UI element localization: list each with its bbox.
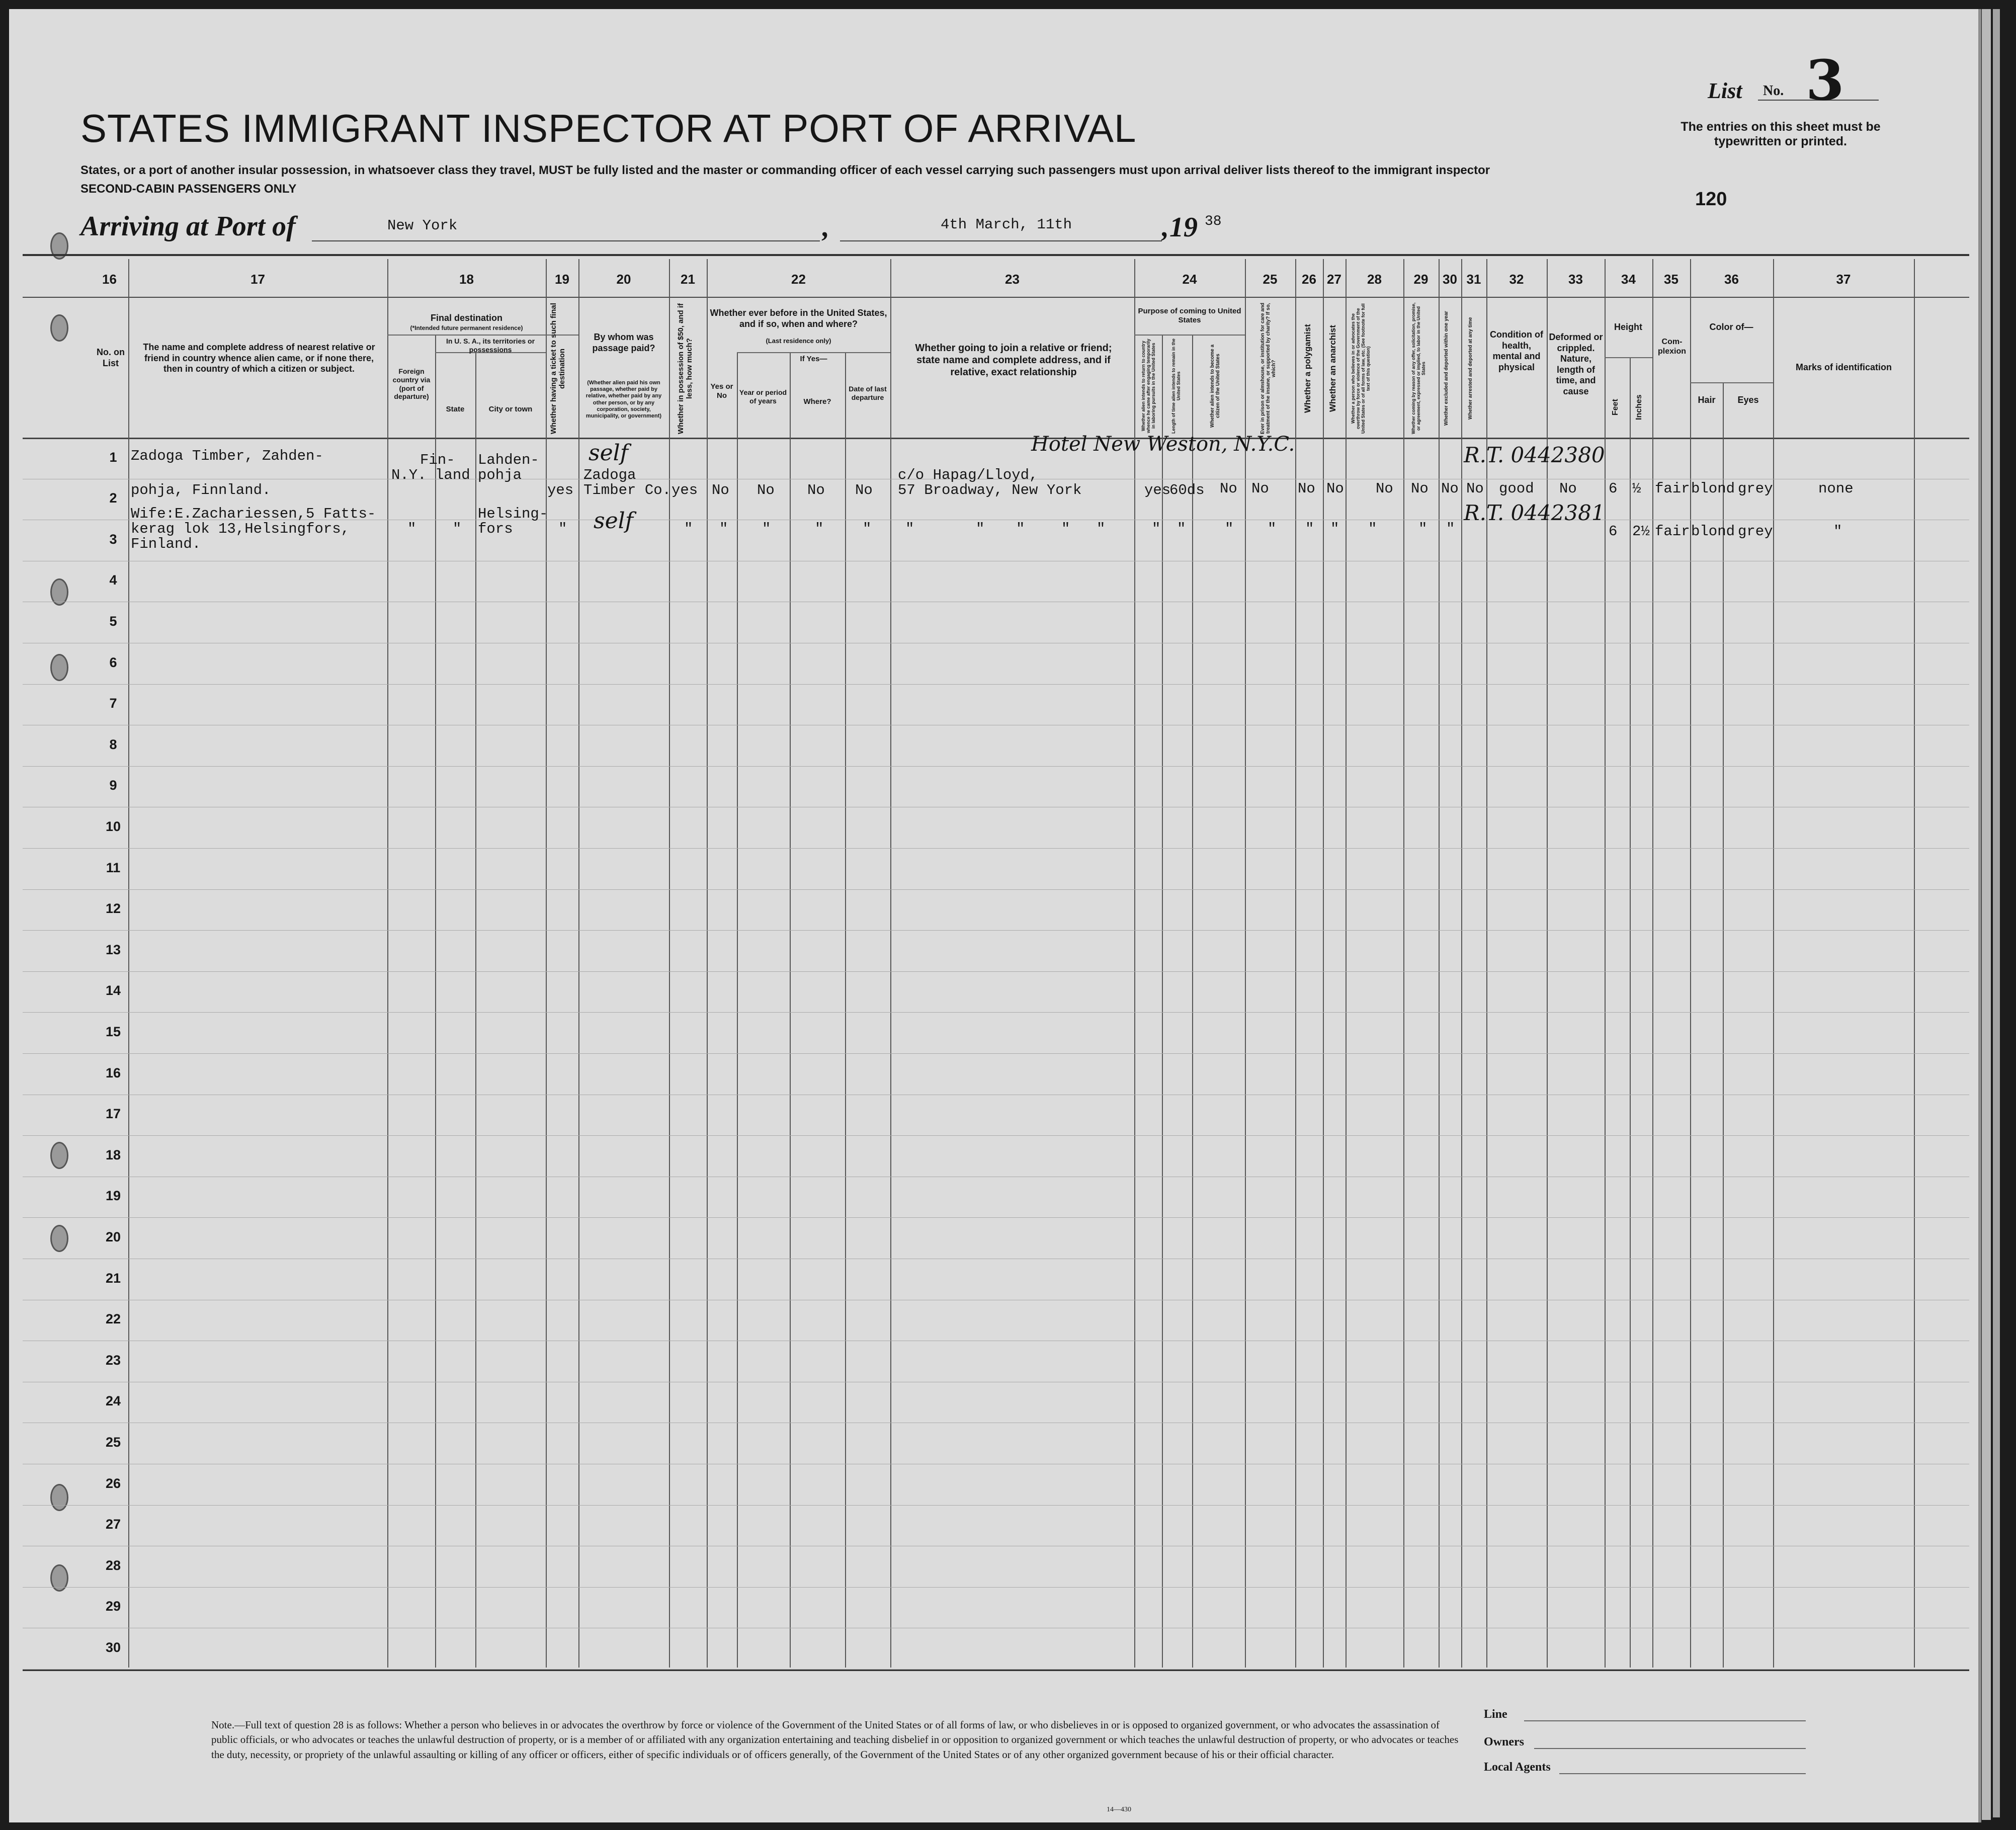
hdr-color-of: Color of— [1709,322,1753,332]
row2-join-ditto-3: " [1016,521,1025,537]
row2-relative-2: kerag lok 13,Helsingfors, [131,521,350,537]
colnum-17: 17 [250,272,265,287]
hdr-deformed: Deformed or crippled. Nature, length of time, and cause [1549,332,1603,396]
row2-purpose-ditto: " [1152,521,1161,537]
hdr-final-destination: Final destination [430,313,502,323]
header-bottom-rule [23,438,1969,439]
row1-join-handwritten: Hotel New Weston, N.Y.C. [1031,433,1295,456]
row-number: 8 [109,736,117,752]
col-line [128,259,129,1668]
col-line [890,259,891,1668]
list-no-label: No. [1763,83,1784,99]
instructions: States, or a port of another insular possession, in whatsoever class they travel, MUST be fully listed and the master or commanding officer of each vessel carrying such passengers must upon arrival deliver lists thereof to the immigrant inspector [80,163,1490,177]
subhdr-rule [737,352,890,353]
colnum-30: 30 [1443,272,1457,287]
colnum-rule [23,297,1969,298]
binder-hole-icon [50,654,68,681]
hdr-q28: Whether a person who believes in or advocates the overthrow by force or violence of the Government of the United States or of all forms of law, etc. (See footnote for full text of this question) [1351,303,1371,434]
col-line [1192,335,1193,1668]
row2-years-ditto: " [762,521,771,537]
row-number: 1 [109,449,117,465]
row-number: 28 [105,1557,121,1573]
row-number: 25 [105,1435,121,1450]
colnum-21: 21 [681,272,695,287]
row1-length: 60ds [1169,482,1205,498]
sheet-number: 120 [1695,189,1727,210]
row2-ever-ditto: " [719,521,728,537]
row-number: 6 [109,654,117,670]
col-line [669,259,670,1668]
hdr-foreign-country: Foreign country via (port of departure) [392,367,431,401]
row2-feet: 6 [1609,523,1618,540]
colnum-18: 18 [459,272,474,287]
row-number: 18 [105,1147,121,1162]
col-line [578,259,579,1668]
hdr-by-whom-sub: (Whether alien paid his own passage, whether paid by relative, whether paid by any other person, or by any corporation, society, municipality, or government) [585,380,662,419]
row-number: 15 [105,1024,121,1039]
colnum-32: 32 [1509,272,1524,287]
row-number: 3 [109,531,117,547]
row2-q29-ditto: " [1418,521,1427,537]
row1-purpose: yes [1144,482,1171,498]
row-number: 26 [105,1475,121,1491]
col-line [1245,259,1246,1668]
row1-join-1: c/o Hapag/Lloyd, [898,467,1038,483]
colnum-27: 27 [1327,272,1341,287]
row-number: 27 [105,1517,121,1532]
arriving-label: Arriving at Port of [80,211,296,242]
comma: , [822,212,829,243]
col-line [387,259,388,1668]
row-number: 19 [105,1188,121,1204]
row2-q30-ditto: " [1446,521,1455,537]
row2-complexion: fair [1655,523,1690,540]
row1-where: No [807,482,825,498]
row-number: 5 [109,614,117,629]
date-underline [840,240,1162,241]
footnote: Note.—Full text of question 28 is as follows: Whether a person who believes in or advocates the overthrow by force or violence of the Government of the United States or of all forms of law, or who disbelieves in or is opposed to organized government, or who advocates the assassination of public officials, or who advocates or teaches the unlawful destruction of property, or is a member of or affiliated with any organization entertaining and teaching disbelief in or opposition to organized government or which teaches the unlawful destruction of property, or who advocates or teaches the duty, necessity, or propriety of the unlawful assaulting or killing of any officer or officers, either of specific individuals or of officers generally, of the Government of the United States or of any other organized government because of his or their official character. [211,1719,1459,1761]
hdr-ever-before: Whether ever before in the United States, and if so, when and where? [710,308,887,329]
col-line [1461,259,1462,1668]
col-line [707,259,708,1668]
row2-polygamist-ditto: " [1305,521,1314,537]
row-rule [23,1135,1969,1136]
row1-q31: No [1466,480,1484,497]
page-edge [1982,9,1991,1820]
row1-paid-2: Timber Co. [583,482,671,498]
row2-anarchist-ditto: " [1330,521,1339,537]
row1-relative-2: pohja, Finnland. [131,482,271,498]
colnum-35: 35 [1664,272,1678,287]
row2-relative-1: Wife:E.Zachariessen,5 Fatts- [131,506,376,522]
hdr-anarchist: Whether an anarchist [1328,325,1337,412]
colnum-22: 22 [791,272,806,287]
hdr-q29: Whether coming by reason of any offer, solicitation, promise, or agreement, expressed or implied, to labor in the United States [1411,302,1426,435]
row1-ever: No [712,482,729,498]
row1-q30: No [1441,480,1459,497]
row-number: 9 [109,778,117,793]
row1-eyes: grey [1738,480,1773,497]
row-rule [23,1669,1969,1670]
row1-hair: blond [1691,480,1735,497]
row-rule [23,1012,1969,1013]
row1-complexion: fair [1655,480,1690,497]
row2-date-ditto: " [863,521,872,537]
row1-paid-handwritten: self [589,440,628,466]
row1-city-1: Lahden- [478,452,539,468]
hdr-marks: Marks of identification [1795,362,1892,372]
date-value: 4th March, 11th [941,216,1072,233]
col-line [435,335,436,1668]
row1-anarchist: No [1326,480,1344,497]
hdr-in-usa: In U. S. A., its territories or possessions [446,337,535,354]
colnum-23: 23 [1005,272,1020,287]
hdr-ticket: Whether having a ticket to such final destination [549,303,566,434]
row-number: 16 [105,1065,121,1080]
subhdr-rule [1690,382,1773,383]
row2-where-ditto: " [815,521,824,537]
row2-city-1: Helsing- [478,506,548,522]
typewritten-note: The entries on this sheet must be typewritten or printed. [1681,120,1881,148]
row1-years: No [757,482,775,498]
hdr-hair: Hair [1698,395,1716,405]
row1-relative-1: Zadoga Timber, Zahden- [131,448,323,464]
col-line [475,352,476,1668]
row2-foreign-ditto: " [407,521,416,537]
col-line [1773,259,1774,1668]
row1-feet: 6 [1609,480,1618,497]
row1-join-2: 57 Broadway, New York [898,482,1082,498]
row2-eyes: grey [1738,523,1773,540]
list-number: 3 [1806,48,1844,113]
row-rule [23,1217,1969,1218]
form-code: 14—430 [1107,1806,1131,1813]
row1-deformed: No [1559,480,1577,497]
row2-length-ditto: " [1177,521,1186,537]
col-line [1605,259,1606,1668]
footer-owners-rule [1534,1748,1806,1749]
row-number: 12 [105,901,121,917]
row1-stamp: R.T. 0442380 [1464,443,1605,467]
row1-q29: No [1411,480,1429,497]
binder-hole-icon [50,1484,68,1511]
port-underline [312,240,820,241]
hdr-ever-before-sub: (Last residence only) [766,337,831,345]
hdr-health: Condition of health, mental and physical [1490,329,1543,372]
hdr-inches: Inches [1635,394,1643,421]
col-line [1346,259,1347,1668]
row-number: 14 [105,983,121,999]
row2-paid-handwritten: self [594,508,633,534]
row1-citizen: No [1220,480,1237,497]
row-number: 13 [105,942,121,957]
binder-hole-icon [50,1564,68,1592]
row1-marks: none [1818,480,1854,497]
hdr-relative: The name and complete address of nearest relative or friend in country whence alien came, or if none there, then in country of which a citizen or subject. [143,342,375,374]
hdr-where: Where? [803,397,831,406]
row2-possession-ditto: " [684,521,693,537]
row-number: 2 [109,490,117,506]
footer-owners-label: Owners [1484,1735,1524,1749]
row1-possession: yes [671,482,698,498]
page-title: STATES IMMIGRANT INSPECTOR AT PORT OF ARRIVAL [80,106,1137,150]
hdr-join-relative: Whether going to join a relative or friend; state name and complete address, and if relative, exact relationship [915,343,1112,378]
col-line [1652,259,1653,1668]
col-line [737,352,738,1668]
row2-inches: 2½ [1632,523,1650,540]
class-line: SECOND-CABIN PASSENGERS ONLY [80,182,297,196]
row-rule [23,971,1969,972]
colnum-26: 26 [1302,272,1316,287]
hdr-if-yes: If Yes— [800,355,827,363]
list-label: List [1708,78,1742,103]
col-line [1439,259,1440,1668]
row1-ticket: yes [547,482,574,498]
row2-city-2: fors [478,521,513,537]
row-number: 7 [109,696,117,711]
row1-date: No [855,482,873,498]
row2-ticket-ditto: " [558,521,567,537]
hdr-no-on-list: No. on List [97,347,125,368]
col-line [1486,259,1487,1668]
hdr-possession: Whether in possession of $50, and if less, how much? [677,303,694,434]
row2-join-ditto-4: " [1061,521,1070,537]
row1-health: good [1499,480,1534,497]
hdr-date-departure: Date of last departure [849,385,887,401]
row-rule [23,889,1969,890]
row2-hair: blond [1691,523,1735,540]
subhdr-rule [1134,335,1245,336]
hdr-prison: Ever in prison or almshouse, or institution for care and treatment of the insane, or supported by charity? If so, which? [1260,302,1277,435]
colnum-24: 24 [1182,272,1197,287]
row-number: 24 [105,1393,121,1409]
row2-citizen-ditto: " [1225,521,1234,537]
colnum-37: 37 [1836,272,1851,287]
row-number: 22 [105,1311,121,1327]
row2-join-ditto-5: " [1097,521,1106,537]
col-line [546,259,547,1668]
row-rule [23,1505,1969,1506]
col-line [1690,259,1691,1668]
row-number: 21 [105,1270,121,1286]
col-line [1134,259,1135,1668]
row-rule [23,684,1969,685]
row-number: 11 [106,860,121,875]
binder-hole-icon [50,1225,68,1252]
hdr-purpose: Purpose of coming to United States [1138,307,1241,324]
subhdr-rule [1605,357,1652,358]
row1-prison: No [1251,480,1269,497]
hdr-q30: Whether excluded and deported within one year [1444,311,1449,426]
row1-foreign-1: Fin- [420,452,455,468]
colnum-25: 25 [1263,272,1278,287]
hdr-q31: Whether arrested and deported at any time [1468,317,1473,420]
footer-agents-label: Local Agents [1484,1761,1551,1774]
col-line [1323,259,1324,1668]
hdr-feet: Feet [1611,399,1620,416]
row2-marks-ditto: " [1833,523,1842,540]
col-line [1723,382,1724,1668]
hdr-polygamist: Whether a polygamist [1303,324,1312,413]
hdr-purpose-c: Whether alien intends to become a citizen of the United States [1210,344,1221,428]
row-rule [23,1053,1969,1054]
col-line [1162,335,1163,1668]
hdr-eyes: Eyes [1737,395,1759,405]
row1-paid-1: Zadoga [583,467,636,483]
row-rule [23,848,1969,849]
row-number: 10 [105,819,121,834]
row2-join-ditto-1: " [905,521,914,537]
hdr-final-destination-sub: (*Intended future permanent residence) [410,324,523,331]
row2-q28-ditto: " [1368,521,1377,537]
row2-relative-3: Finland. [131,536,201,552]
row-number: 17 [105,1106,121,1122]
colnum-16: 16 [102,272,117,287]
row-number: 20 [105,1229,121,1244]
footer-agents-rule [1559,1773,1806,1774]
footer-line-label: Line [1484,1708,1507,1721]
row2-prison-ditto: " [1268,521,1277,537]
row1-city-2: pohja [478,467,522,483]
col-line [1914,259,1915,1668]
row-number: 29 [105,1599,121,1614]
hdr-height: Height [1614,322,1642,332]
colnum-29: 29 [1413,272,1429,287]
hdr-city: City or town [488,405,533,413]
row1-polygamist: No [1298,480,1315,497]
hdr-by-whom: By whom was passage paid? [592,332,655,353]
col-line [790,352,791,1668]
colnum-34: 34 [1621,272,1636,287]
row-rule [23,1587,1969,1588]
row1-inches: ½ [1632,480,1641,497]
binder-hole-icon [50,1142,68,1169]
binder-hole-icon [50,314,68,342]
port-value: New York [387,217,458,234]
colnum-28: 28 [1367,272,1382,287]
header-rule [23,254,1969,256]
row2-stamp: R.T. 0442381 [1464,501,1605,525]
footer-line-rule [1524,1720,1806,1721]
colnum-19: 19 [555,272,569,287]
col-line [1547,259,1548,1668]
page-edge-2 [1993,9,2000,1817]
hdr-purpose-b: Length of time alien intends to remain in the United States [1171,338,1181,434]
hdr-year-period: Year or period of years [739,388,787,405]
hdr-yes-no: Yes or No [710,382,733,400]
col-line [1295,259,1296,1668]
col-line [845,352,846,1668]
row2-join-ditto-2: " [976,521,985,537]
year-suffix: 38 [1205,214,1222,229]
row2-state-ditto: " [453,521,462,537]
colnum-31: 31 [1466,272,1481,287]
row1-foreign-2: N.Y. land [391,467,470,483]
row-rule [23,766,1969,767]
colnum-20: 20 [616,272,631,287]
comma-2: , [1162,212,1169,243]
row1-q28: No [1376,480,1393,497]
colnum-36: 36 [1724,272,1739,287]
row-number: 30 [105,1640,121,1655]
col-line [1403,259,1404,1668]
row-number: 23 [105,1352,121,1368]
hdr-state: State [446,405,465,413]
hdr-purpose-a: Whether alien intends to return to country whence he came after engaging temporarily in laboring pursuits in the United States [1141,339,1156,433]
year-prefix: 19 [1169,212,1198,243]
row-rule [23,930,1969,931]
row-number: 4 [109,572,117,588]
colnum-33: 33 [1568,272,1583,287]
hdr-complexion: Com-plexion [1657,338,1686,356]
